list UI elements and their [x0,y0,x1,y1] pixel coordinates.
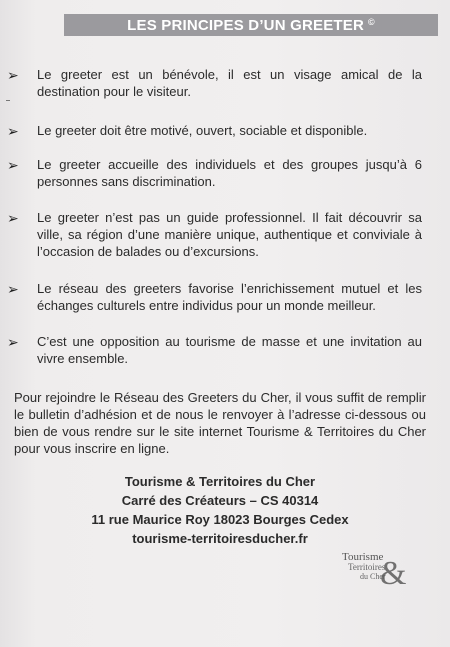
scan-mark [6,100,10,101]
logo-word-ducher: du Cher [360,572,386,581]
address-street: 11 rue Maurice Roy 18023 Bourges Cedex [91,512,349,527]
list-item-text: Le greeter doit être motivé, ouvert, sociable et disponible. [37,123,368,138]
list-item-text: Le greeter n’est pas un guide professionnel. Il fait découvrir sa ville, sa région d’une manière unique, authentique et conviviale à l’occasion de balades ou d’excursions. [37,210,422,259]
join-paragraph: Pour rejoindre le Réseau des Greeters du Cher, il vous suffit de remplir le bulletin d’adhésion et de nous le renvoyer à l’adresse ci-dessous ou bien de vous rendre sur le site internet Tourisme & Territoires du Cher pour vous inscrire en ligne. [14,390,426,456]
address-organization: Tourisme & Territoires du Cher [124,474,316,489]
copyright-symbol: © [368,17,375,27]
arrow-bullet-icon: ➢ [7,334,19,350]
tourisme-territoires-logo [340,546,410,590]
contact-address [60,472,380,548]
arrow-bullet-icon: ➢ [7,67,19,83]
arrow-bullet-icon: ➢ [7,210,19,226]
address-website: tourisme-territoiresducher.fr [132,531,308,546]
list-item-text: C’est une opposition au tourisme de masse et une invitation au vivre ensemble. [37,334,422,366]
page-title [64,14,438,36]
list-item-text: Le greeter accueille des individuels et des groupes jusqu’à 6 personnes sans discrimination. [37,157,422,189]
arrow-bullet-icon: ➢ [7,123,19,139]
logo-word-territoires: Territoires [348,562,386,572]
arrow-bullet-icon: ➢ [7,281,19,297]
logo-word-tourisme: Tourisme [342,551,384,563]
arrow-bullet-icon: ➢ [7,157,19,173]
address-building: Carré des Créateurs – CS 40314 [121,493,319,508]
list-item-text: Le greeter est un bénévole, il est un visage amical de la destination pour le visiteur. [37,67,422,99]
page-title-text: LES PRINCIPES D’UN GREETER [127,16,365,34]
list-item-text: Le réseau des greeters favorise l’enrichissement mutuel et les échanges culturels entre individus pour un monde meilleur. [37,281,422,313]
logo-ampersand: & [380,555,407,590]
